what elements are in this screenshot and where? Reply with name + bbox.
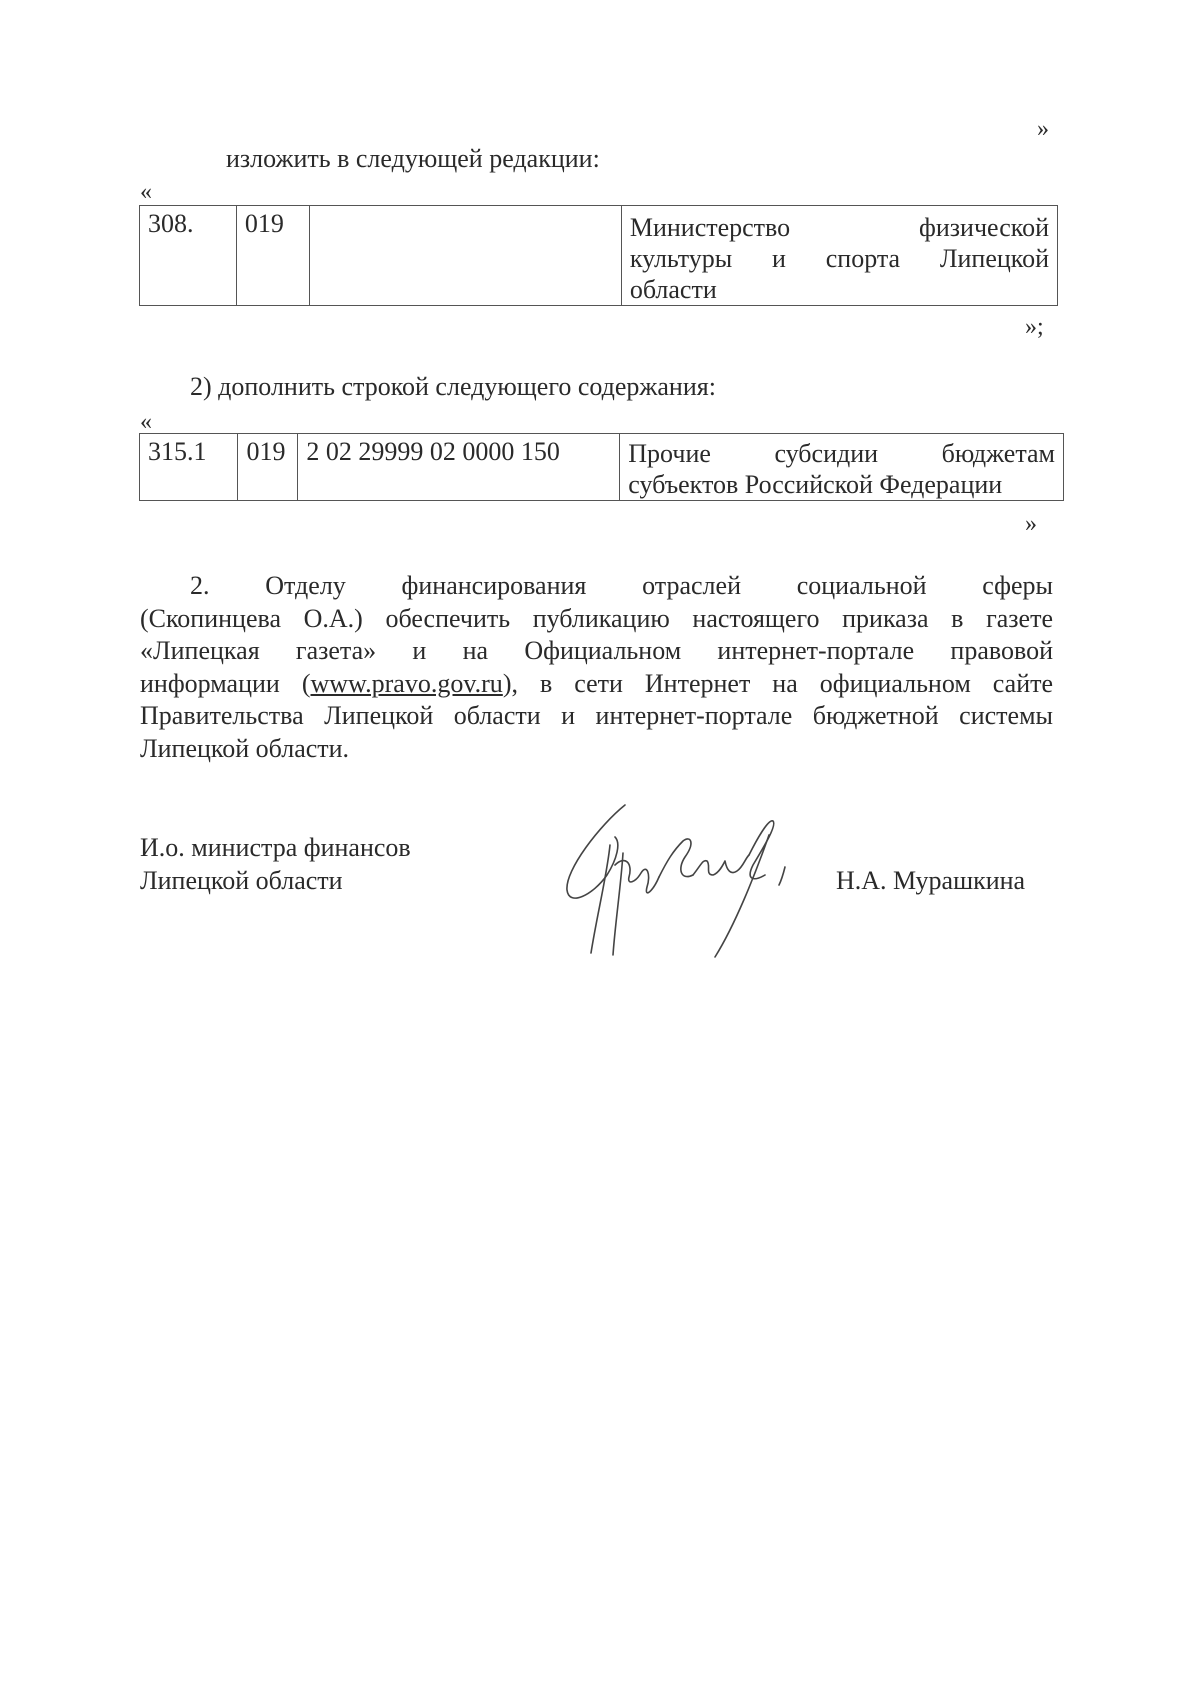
paragraph-line: Правительства Липецкой области и интернет-портале бюджетной системы	[140, 701, 1053, 730]
amendment-table-2	[139, 433, 1064, 501]
table-row	[140, 206, 1058, 306]
handwritten-signature	[555, 795, 825, 965]
amendment-table-1	[139, 205, 1058, 306]
name-cell	[621, 206, 1057, 306]
name-line: Прочие субсидии бюджетам	[628, 439, 1055, 468]
open-quote-2: «	[140, 409, 152, 435]
name-line: культуры и спорта Липецкой	[629, 244, 1049, 273]
paragraph-line: «Липецкая газета» и на Официальном интернет-портале правовой	[140, 636, 1053, 665]
name-cell	[620, 434, 1064, 501]
paragraph-text: информации (	[140, 668, 311, 698]
kbk-cell: 2 02 29999 02 0000 150	[298, 434, 620, 501]
row-number-cell: 308.	[140, 206, 237, 306]
paragraph-text: ), в сети Интернет на официальном сайте	[502, 668, 1054, 698]
closing-quote-top: »	[1037, 116, 1049, 142]
close-quote-2: »	[1025, 511, 1037, 537]
admin-code-cell: 019	[236, 206, 309, 306]
name-line: субъектов Российской Федерации	[628, 470, 1003, 499]
signatory-position-line-1: И.о. министра финансов	[140, 833, 411, 862]
name-line: области	[629, 275, 717, 304]
table-row	[140, 434, 1064, 501]
pravo-gov-link[interactable]: www.pravo.gov.ru	[310, 668, 503, 698]
publication-paragraph	[140, 570, 1053, 765]
name-line: Министерство физической	[629, 213, 1049, 242]
open-quote-1: «	[140, 179, 152, 205]
paragraph-line: 2. Отделу финансирования отраслей социальной сферы	[190, 571, 1053, 600]
signatory-name: Н.А. Мурашкина	[836, 866, 1026, 895]
signatory-position-line-2: Липецкой области	[140, 866, 343, 895]
paragraph-line: (Скопинцева О.А.) обеспечить публикацию настоящего приказа в газете	[140, 603, 1053, 633]
paragraph-line	[140, 668, 1053, 701]
kbk-cell	[309, 206, 621, 306]
paragraph-line: Липецкой области.	[140, 733, 350, 763]
intro-text-2: 2) дополнить строкой следующего содержания:	[190, 372, 716, 401]
row-number-cell: 315.1	[140, 434, 238, 501]
admin-code-cell: 019	[238, 434, 298, 501]
intro-text-1: изложить в следующей редакции:	[226, 144, 600, 173]
close-quote-1: »;	[1025, 314, 1044, 340]
